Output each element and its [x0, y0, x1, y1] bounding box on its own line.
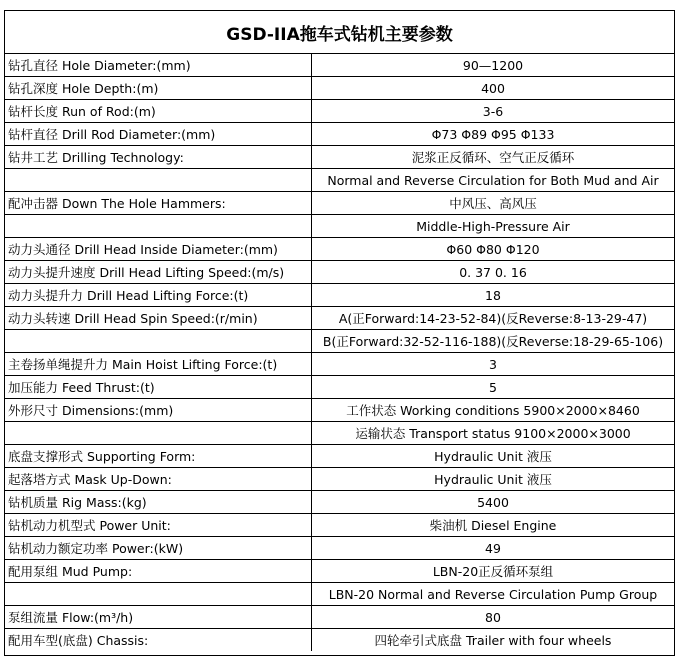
- parameter-value: 运输状态 Transport status 9100×2000×3000: [312, 422, 675, 445]
- parameter-value: 90—1200: [462, 57, 524, 73]
- table-row: [5, 146, 674, 169]
- parameter-label: [5, 169, 312, 192]
- table-row: [5, 169, 674, 192]
- table-row: [5, 353, 674, 376]
- parameter-label: 钻孔直径 Hole Diameter:(mm): [5, 54, 312, 77]
- parameter-label: 钻井工艺 Drilling Technology:: [5, 146, 312, 169]
- parameter-value: Hydraulic Unit 液压: [312, 468, 675, 491]
- parameter-label: 加压能力 Feed Thrust:(t): [5, 376, 312, 399]
- parameter-label: [5, 215, 312, 238]
- parameter-label: 外形尺寸 Dimensions:(mm): [5, 399, 312, 422]
- table-row: [5, 77, 674, 100]
- spec-table: [5, 54, 674, 651]
- table-row: [5, 238, 674, 261]
- parameter-value: 四轮牵引式底盘 Trailer with four wheels: [312, 629, 675, 652]
- table-row: [5, 491, 674, 514]
- table-title: GSD-IIA拖车式钻机主要参数: [5, 11, 674, 54]
- parameter-label: 配冲击器 Down The Hole Hammers:: [5, 192, 312, 215]
- parameter-value: LBN-20 Normal and Reverse Circulation Pump Group: [312, 583, 675, 606]
- table-row: [5, 422, 674, 445]
- parameter-label: 配用车型(底盘) Chassis:: [5, 629, 312, 652]
- parameter-value: 工作状态 Working conditions 5900×2000×8460: [312, 399, 675, 422]
- parameter-value: 中风压、高风压: [312, 192, 675, 215]
- parameter-label: 钻机动力机型式 Power Unit:: [5, 514, 312, 537]
- table-row: [5, 192, 674, 215]
- parameter-value: 5400: [312, 491, 675, 514]
- parameter-value: 5: [312, 376, 675, 399]
- parameter-value: 400: [312, 77, 675, 100]
- parameter-value: 80: [312, 606, 675, 629]
- parameter-value: Φ73 Φ89 Φ95 Φ133: [312, 123, 675, 146]
- parameter-label: 钻杆长度 Run of Rod:(m): [5, 100, 312, 123]
- parameter-label: 起落塔方式 Mask Up-Down:: [5, 468, 312, 491]
- table-row: [5, 514, 674, 537]
- parameter-value: 3: [312, 353, 675, 376]
- table-row: [5, 445, 674, 468]
- table-row: [5, 606, 674, 629]
- parameter-value: 49: [312, 537, 675, 560]
- table-row: [5, 123, 674, 146]
- parameter-label: 动力头提升力 Drill Head Lifting Force:(t): [5, 284, 312, 307]
- table-row: [5, 537, 674, 560]
- parameter-value: A(正Forward:14-23-52-84)(反Reverse:8-13-29-47): [312, 307, 675, 330]
- table-row: [5, 54, 674, 77]
- parameter-value: Φ60 Φ80 Φ120: [312, 238, 675, 261]
- parameter-label: [5, 330, 312, 353]
- table-row: [5, 629, 674, 652]
- table-row: [5, 100, 674, 123]
- parameter-label: 配用泵组 Mud Pump:: [5, 560, 312, 583]
- parameter-value: B(正Forward:32-52-116-188)(反Reverse:18-29-65-106): [312, 330, 675, 353]
- parameter-label: [5, 583, 312, 606]
- table-row: [5, 376, 674, 399]
- parameter-value: Hydraulic Unit 液压: [312, 445, 675, 468]
- parameter-value: 3-6: [312, 100, 675, 123]
- table-row: [5, 560, 674, 583]
- table-row: [5, 284, 674, 307]
- parameter-value: Normal and Reverse Circulation for Both Mud and Air: [312, 169, 675, 192]
- parameter-label: 钻机质量 Rig Mass:(kg): [5, 491, 312, 514]
- spec-table-body: [5, 54, 674, 651]
- parameter-label: [5, 422, 312, 445]
- table-row: [5, 330, 674, 353]
- parameter-label: 钻孔深度 Hole Depth:(m): [5, 77, 312, 100]
- table-row: [5, 583, 674, 606]
- parameter-label: 主卷扬单绳提升力 Main Hoist Lifting Force:(t): [5, 353, 312, 376]
- table-row: [5, 399, 674, 422]
- parameter-label: 泵组流量 Flow:(m³/h): [5, 606, 312, 629]
- parameter-label: 钻机动力额定功率 Power:(kW): [5, 537, 312, 560]
- parameter-value: Middle-High-Pressure Air: [312, 215, 675, 238]
- table-row: [5, 307, 674, 330]
- parameter-value: 0. 37 0. 16: [312, 261, 675, 284]
- table-row: [5, 468, 674, 491]
- spec-sheet: [4, 10, 675, 656]
- parameter-value: 18: [312, 284, 675, 307]
- table-row: [5, 215, 674, 238]
- parameter-label: 动力头通径 Drill Head Inside Diameter:(mm): [5, 238, 312, 261]
- parameter-value: LBN-20正反循环泵组: [312, 560, 675, 583]
- parameter-label: 动力头转速 Drill Head Spin Speed:(r/min): [5, 307, 312, 330]
- parameter-label: 底盘支撑形式 Supporting Form:: [5, 445, 312, 468]
- parameter-value: 泥浆正反循环、空气正反循环: [312, 146, 675, 169]
- parameter-label: 动力头提升速度 Drill Head Lifting Speed:(m/s): [5, 261, 312, 284]
- parameter-label: 钻杆直径 Drill Rod Diameter:(mm): [5, 123, 312, 146]
- table-row: [5, 261, 674, 284]
- parameter-value: 柴油机 Diesel Engine: [312, 514, 675, 537]
